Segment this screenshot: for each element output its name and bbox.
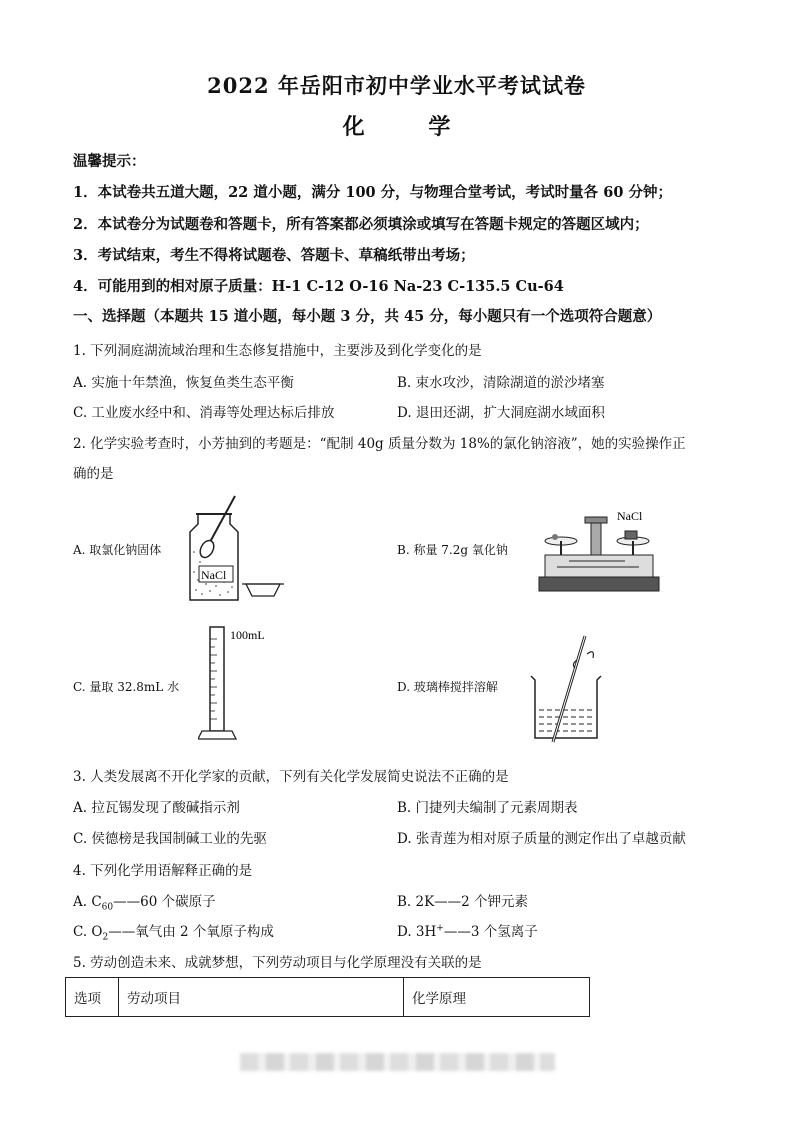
question-5-table — [65, 977, 590, 1017]
question-3-stem: 3. 人类发展离不开化学家的贡献，下列有关化学发展简史说法不正确的是 — [73, 769, 509, 785]
question-1-option-a: A. 实施十年禁渔，恢复鱼类生态平衡 — [73, 375, 294, 391]
reagent-bottle-figure — [180, 492, 290, 607]
question-5-stem: 5. 劳动创造未来、成就梦想，下列劳动项目与化学原理没有关联的是 — [73, 955, 482, 971]
table-header-row — [66, 978, 590, 1017]
question-2-option-a: A. 取氯化钠固体 — [73, 543, 162, 557]
question-2-option-c: C. 量取 32.8mL 水 — [73, 680, 180, 694]
question-4-option-d: D. 3H+——3 个氢离子 — [397, 923, 538, 940]
page-title: 2022 年岳阳市初中学业水平考试试卷 — [207, 73, 586, 98]
graduated-cylinder-figure — [198, 625, 278, 745]
question-3-option-b: B. 门捷列夫编制了元素周期表 — [397, 800, 578, 816]
question-1-option-b: B. 束水攻沙，清除湖道的淤沙堵塞 — [397, 375, 605, 391]
question-4-option-a: A. $C_{60}——60$ 个碳原子 — [73, 894, 216, 913]
table-header-principle: 化学原理 — [404, 978, 590, 1017]
question-3-option-a: A. 拉瓦锡发现了酸碱指示剂 — [73, 800, 240, 816]
question-1-stem: 1. 下列洞庭湖流域治理和生态修复措施中，主要涉及到化学变化的是 — [73, 343, 482, 359]
question-4-option-b: B. 2K——2 个钾元素 — [397, 894, 529, 910]
question-3-option-d: D. 张青莲为相对原子质量的测定作出了卓越贡献 — [397, 831, 686, 847]
note-item-3: 3．考试结束，考生不得将试题卷、答题卡、草稿纸带出考场； — [73, 247, 475, 264]
balance-nacl-label: NaCl — [617, 509, 643, 523]
cylinder-capacity-label: 100mL — [230, 628, 265, 642]
question-4-stem: 4. 下列化学用语解释正确的是 — [73, 863, 253, 879]
question-2-option-b: B. 称量 7.2g 氧化钠 — [397, 543, 508, 557]
table-header-labor: 劳动项目 — [119, 978, 404, 1017]
note-item-1: 1．本试卷共五道大题，22 道小题，满分 100 分，与物理合堂考试，考试时量各 60 分钟； — [73, 184, 672, 201]
beaker-stirring-figure — [525, 630, 615, 745]
note-item-4: 4．可能用到的相对原子质量：H-1 C-12 O-16 Na-23 C-135.5 Cu-64 — [73, 278, 564, 295]
note-item-2: 2．本试卷分为试题卷和答题卡，所有答案都必须填涂或填写在答题卡规定的答题区域内； — [73, 216, 649, 233]
notes-heading: 温馨提示： — [73, 153, 146, 170]
bottle-label: NaCl — [201, 568, 227, 582]
question-3-option-c: C. 侯德榜是我国制碱工业的先驱 — [73, 831, 267, 847]
question-2-option-d: D. 玻璃棒搅拌溶解 — [397, 680, 498, 694]
balance-figure — [535, 505, 665, 605]
subject-title: 化 学 — [342, 114, 479, 140]
question-4-option-c: C. $O_2——$氧气由 2 个氧原子构成 — [73, 924, 274, 943]
question-1-option-c: C. 工业废水经中和、消毒等处理达标后排放 — [73, 405, 335, 421]
table-header-option: 选项 — [66, 978, 119, 1017]
question-2-stem-line1: 2. 化学实验考查时，小芳抽到的考题是：“配制 40g 质量分数为 18%的氯化钠溶液”，她的实验操作正 — [73, 436, 686, 452]
question-1-option-d: D. 退田还湖，扩大洞庭湖水域面积 — [397, 405, 605, 421]
blurred-watermark — [240, 1053, 555, 1071]
section-heading: 一、选择题（本题共 15 道小题，每小题 3 分，共 45 分，每小题只有一个选项符合题意） — [73, 308, 662, 325]
question-2-stem-line2: 确的是 — [73, 466, 114, 482]
